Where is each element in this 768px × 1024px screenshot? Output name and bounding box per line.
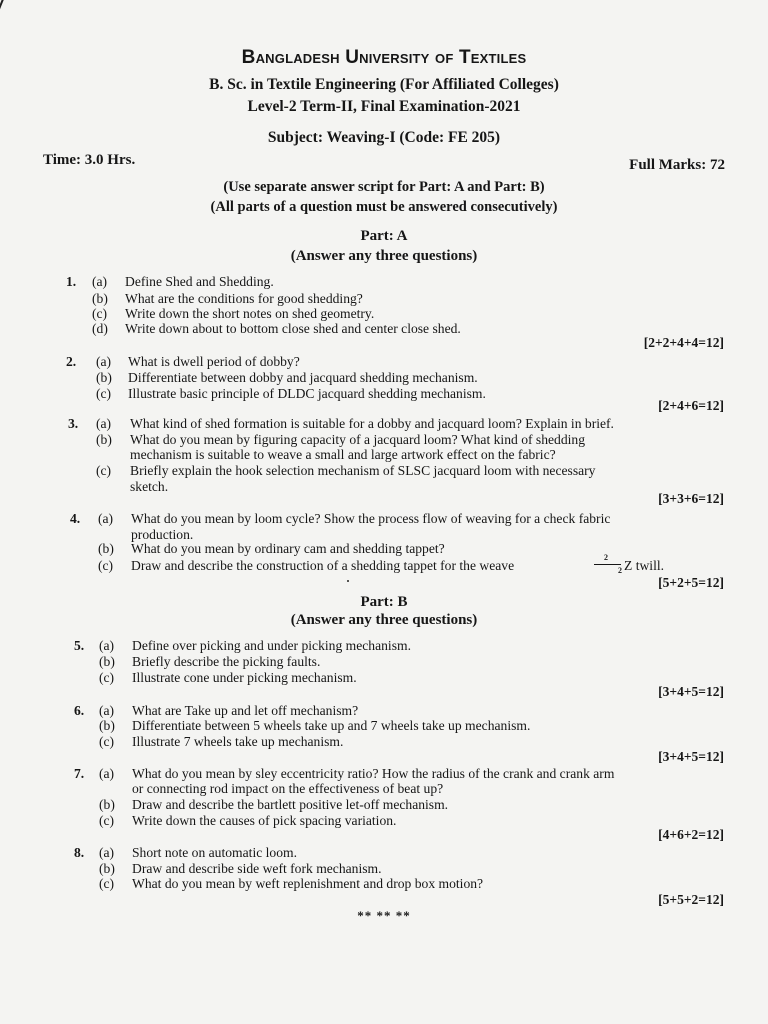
marks-allocation: [5+5+2=12] bbox=[658, 892, 724, 907]
question-text: What do you mean by weft replenishment and drop box motion? bbox=[132, 876, 484, 891]
question-text: What do you mean by figuring capacity of a jacquard loom? What kind of shedding bbox=[130, 432, 586, 447]
question-text: Short note on automatic loom. bbox=[132, 845, 297, 860]
question-number: 5. bbox=[74, 638, 85, 653]
question-text-continued: mechanism is suitable to weave a small and large artwork effect on the fabric? bbox=[130, 447, 556, 462]
subpart-label: (b) bbox=[96, 370, 112, 385]
weave-numerator: 2 bbox=[604, 553, 608, 562]
marks-allocation: [3+4+5=12] bbox=[658, 749, 724, 764]
subpart-label: (a) bbox=[99, 845, 115, 860]
exam-level: Level-2 Term-II, Final Examination-2021 bbox=[247, 98, 521, 115]
question-text: What is dwell period of dobby? bbox=[128, 354, 300, 369]
question-number: 3. bbox=[68, 416, 79, 431]
university-name: Bangladesh University of Textiles bbox=[241, 47, 527, 68]
question-text: Draw and describe side weft fork mechanism. bbox=[132, 861, 382, 876]
marks-allocation: [3+4+5=12] bbox=[658, 684, 724, 699]
subpart-label: (a) bbox=[99, 703, 115, 718]
exam-time: Time: 3.0 Hrs. bbox=[43, 152, 136, 168]
question-text: Write down the causes of pick spacing variation. bbox=[132, 813, 397, 828]
marks-allocation: [2+2+4+4=12] bbox=[643, 335, 724, 350]
subpart-label: (b) bbox=[92, 291, 108, 306]
subpart-label: (b) bbox=[99, 654, 115, 669]
weave-suffix: Z twill. bbox=[624, 558, 665, 573]
part-b-title: Part: B bbox=[360, 594, 408, 610]
subpart-label: (b) bbox=[99, 861, 115, 876]
question-text: What do you mean by sley eccentricity ratio? How the radius of the crank and crank arm bbox=[132, 766, 615, 781]
question-text: Briefly explain the hook selection mechanism of SLSC jacquard loom with necessary bbox=[130, 463, 596, 478]
subpart-label: (a) bbox=[99, 638, 115, 653]
subpart-label: (a) bbox=[96, 354, 112, 369]
question-number: 4. bbox=[70, 511, 81, 526]
subject-line: Subject: Weaving-I (Code: FE 205) bbox=[267, 129, 501, 146]
marks-allocation: [2+4+6=12] bbox=[658, 398, 724, 413]
question-text: Illustrate 7 wheels take up mechanism. bbox=[132, 734, 344, 749]
subpart-label: (c) bbox=[99, 876, 115, 891]
marks-allocation: [5+2+5=12] bbox=[658, 575, 724, 590]
subpart-label: (c) bbox=[99, 670, 115, 685]
question-text: Define over picking and under picking mechanism. bbox=[132, 638, 411, 653]
question-number: 8. bbox=[74, 845, 85, 860]
question-text: What do you mean by loom cycle? Show the process flow of weaving for a check fabric bbox=[131, 511, 611, 526]
question-text: Draw and describe the bartlett positive let-off mechanism. bbox=[132, 797, 449, 812]
weave-fraction-bar bbox=[594, 564, 621, 565]
weave-denominator: 2 bbox=[618, 566, 622, 575]
question-number: 6. bbox=[74, 703, 85, 718]
question-text: What are the conditions for good shedding? bbox=[125, 291, 363, 306]
question-text: Briefly describe the picking faults. bbox=[132, 654, 321, 669]
subpart-label: (a) bbox=[96, 416, 112, 431]
question-text: Write down the short notes on shed geometry. bbox=[125, 306, 375, 321]
question-text: What are Take up and let off mechanism? bbox=[132, 703, 359, 718]
subpart-label: (b) bbox=[99, 797, 115, 812]
subpart-label: (c) bbox=[99, 734, 115, 749]
instruction-separate-scripts: (Use separate answer script for Part: A and Part: B) bbox=[223, 179, 545, 195]
subpart-label: (a) bbox=[98, 511, 114, 526]
question-text: Write down about to bottom close shed and center close shed. bbox=[125, 321, 461, 336]
question-text-continued: production. bbox=[131, 527, 194, 542]
question-number: 1. bbox=[66, 274, 77, 289]
subpart-label: (a) bbox=[92, 274, 108, 289]
question-text: Draw and describe the construction of a shedding tappet for the weave bbox=[131, 558, 515, 573]
subpart-label: (d) bbox=[92, 321, 108, 336]
subpart-label: (a) bbox=[99, 766, 115, 781]
pen-mark bbox=[0, 0, 6, 36]
part-a-instruction: (Answer any three questions) bbox=[290, 248, 478, 264]
question-text: Illustrate cone under picking mechanism. bbox=[132, 670, 357, 685]
marks-allocation: [3+3+6=12] bbox=[658, 491, 724, 506]
question-text: What do you mean by ordinary cam and shedding tappet? bbox=[131, 541, 445, 556]
subpart-label: (c) bbox=[96, 463, 112, 478]
program-title: B. Sc. in Textile Engineering (For Affiliated Colleges) bbox=[209, 76, 559, 93]
question-text: Differentiate between dobby and jacquard shedding mechanism. bbox=[128, 370, 478, 385]
part-b-instruction: (Answer any three questions) bbox=[290, 612, 478, 628]
question-text-continued: or connecting rod impact on the effectiveness of beat up? bbox=[132, 781, 444, 796]
instruction-consecutive: (All parts of a question must be answered consecutively) bbox=[210, 199, 558, 215]
question-text: What kind of shed formation is suitable for a dobby and jacquard loom? Explain in brief. bbox=[130, 416, 614, 431]
question-text: Illustrate basic principle of DLDC jacquard shedding mechanism. bbox=[128, 386, 486, 401]
subpart-label: (c) bbox=[92, 306, 108, 321]
subpart-label: (b) bbox=[96, 432, 112, 447]
subpart-label: (b) bbox=[99, 718, 115, 733]
part-a-title: Part: A bbox=[360, 228, 408, 244]
question-number: 7. bbox=[74, 766, 85, 781]
end-of-paper-mark: ** ** ** bbox=[357, 908, 411, 923]
subpart-label: (c) bbox=[96, 386, 112, 401]
subpart-label: (c) bbox=[98, 558, 114, 573]
subpart-label: (b) bbox=[98, 541, 114, 556]
question-text: Define Shed and Shedding. bbox=[125, 274, 274, 289]
question-text: Differentiate between 5 wheels take up and 7 wheels take up mechanism. bbox=[132, 718, 531, 733]
marks-allocation: [4+6+2=12] bbox=[658, 827, 724, 842]
stray-dot bbox=[347, 580, 349, 582]
subpart-label: (c) bbox=[99, 813, 115, 828]
question-text-continued: sketch. bbox=[130, 479, 169, 494]
question-number: 2. bbox=[66, 354, 77, 369]
full-marks: Full Marks: 72 bbox=[629, 157, 725, 173]
